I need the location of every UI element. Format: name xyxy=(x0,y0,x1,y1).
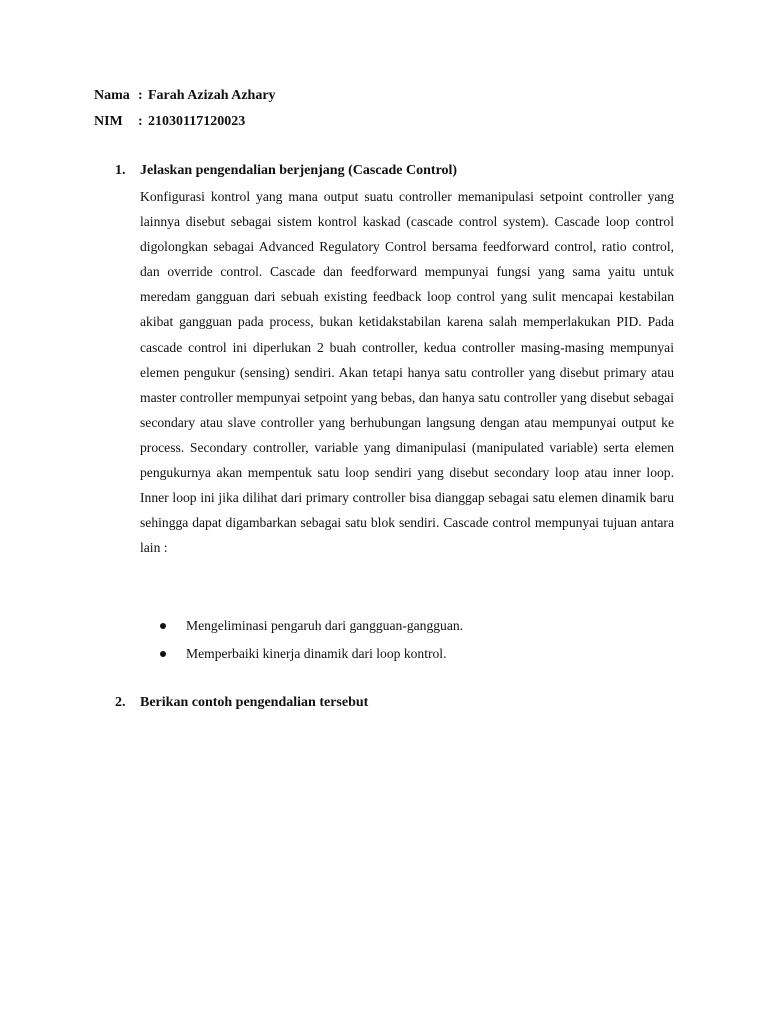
bullet-icon xyxy=(160,623,166,629)
nim-row xyxy=(94,114,245,130)
list-item-text: Mengeliminasi pengaruh dari gangguan-gangguan. xyxy=(186,618,464,633)
name-value: Farah Azizah Azhary xyxy=(148,88,276,103)
question-1-number: 1. xyxy=(115,163,126,178)
name-label: Nama xyxy=(94,88,130,103)
nim-label: NIM xyxy=(94,114,123,129)
question-2-number: 2. xyxy=(115,695,126,710)
list-item xyxy=(160,640,463,668)
list-item xyxy=(160,612,463,640)
nim-colon: : xyxy=(138,114,143,129)
bullet-icon xyxy=(160,651,166,657)
question-1-heading xyxy=(115,163,457,179)
name-row xyxy=(94,88,276,104)
objectives-list xyxy=(160,612,463,668)
name-colon: : xyxy=(138,88,143,103)
question-2-heading xyxy=(115,695,368,711)
question-1-answer: Konfigurasi kontrol yang mana output suatu controller memanipulasi setpoint controller yang lainnya disebut sebagai sistem kontrol kaskad (cascade control system). Cascade loop control digolongkan sebagai Advanced Regulatory Control bersama feedforward control, ratio control, dan override control. Cascade dan feedforward mempunyai fungsi yang sama yaitu untuk meredam gangguan dari sebuah existing feedback loop control yang sulit mencapai kestabilan akibat gangguan pada process, bukan ketidakstabilan karena salah memperlakukan PID. Pada cascade control ini diperlukan 2 buah controller, kedua controller masing-masing mempunyai elemen pengukur (sensing) sendiri. Akan tetapi hanya satu controller yang disebut primary atau master controller mempunyai setpoint yang bebas, dan hanya satu controller yang disebut sebagai secondary atau slave controller yang berhubungan langsung dengan atau mempunyai output ke process. Secondary controller, variable yang dimanipulasi (manipulated variable) serta elemen pengukurnya akan mempentuk satu loop sendiri yang disebut secondary loop atau inner loop. Inner loop ini jika dilihat dari primary controller bisa dianggap sebagai satu elemen dinamik baru sehingga dapat digambarkan sebagai satu blok sendiri. Cascade control mempunyai tujuan antara lain : xyxy=(140,189,674,556)
list-item-text: Memperbaiki kinerja dinamik dari loop kontrol. xyxy=(186,646,447,661)
question-1-title: Jelaskan pengendalian berjenjang (Cascade Control) xyxy=(140,163,458,178)
question-2-title: Berikan contoh pengendalian tersebut xyxy=(140,695,369,710)
nim-value: 21030117120023 xyxy=(148,114,246,129)
